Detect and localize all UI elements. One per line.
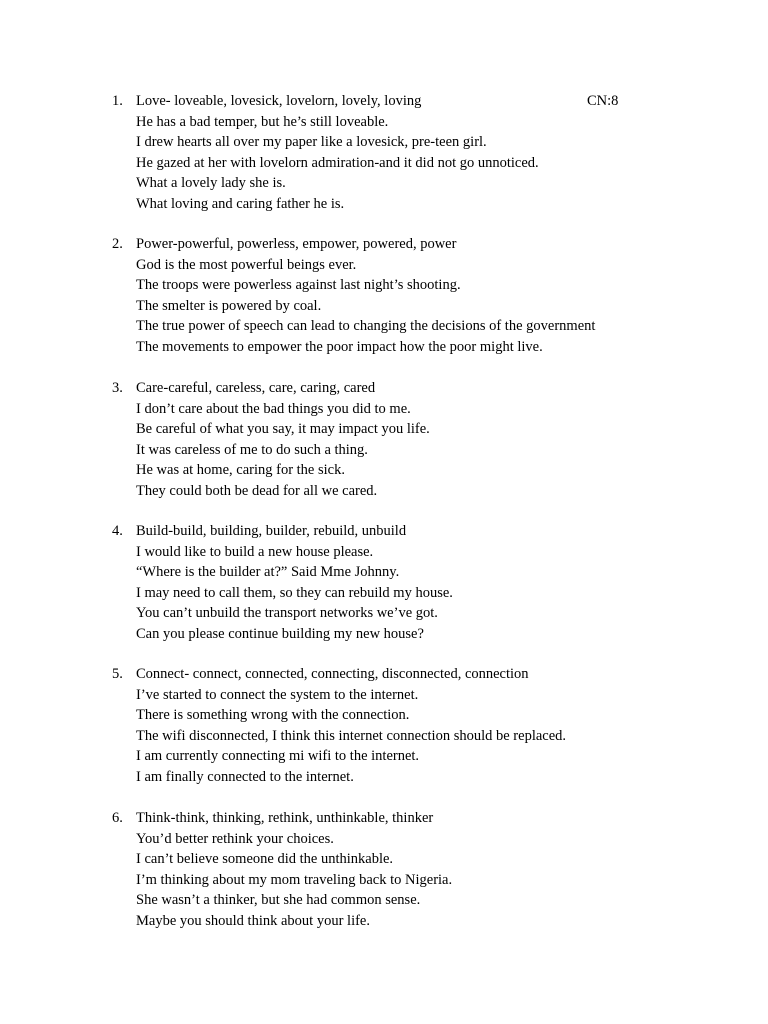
entry-number: 1.: [112, 93, 123, 109]
entry-lines: [136, 808, 676, 931]
example-sentence: I drew hearts all over my paper like a lovesick, pre-teen girl.: [136, 134, 487, 150]
example-sentence: Be careful of what you say, it may impact you life.: [136, 421, 430, 437]
entry-lines: [136, 521, 676, 644]
entry-number: 6.: [112, 810, 123, 826]
example-sentence: Can you please continue building my new house?: [136, 625, 424, 642]
example-sentence: God is the most powerful beings ever.: [136, 256, 357, 273]
entry-lines: [136, 378, 676, 501]
entry-lines: [136, 234, 676, 357]
example-sentence: You’d better rethink your choices.: [136, 830, 334, 847]
word-family-heading: Love- loveable, lovesick, lovelorn, lovely, loving: [136, 93, 422, 109]
entry-lines: [136, 664, 676, 787]
example-sentence: “Where is the builder at?” Said Mme Johnny.: [136, 564, 400, 580]
example-sentence: The wifi disconnected, I think this internet connection should be replaced.: [136, 727, 567, 744]
example-sentence: Maybe you should think about your life.: [136, 912, 370, 929]
example-sentence: I can’t believe someone did the unthinkable.: [136, 851, 394, 867]
example-sentence: They could both be dead for all we cared.: [136, 482, 378, 499]
word-family-heading: Build-build, building, builder, rebuild, unbuild: [136, 523, 407, 539]
example-sentence: The movements to empower the poor impact how the poor might live.: [136, 338, 543, 355]
entry-number: 4.: [112, 523, 123, 539]
example-sentence: I don’t care about the bad things you did to me.: [136, 400, 411, 417]
example-sentence: The true power of speech can lead to changing the decisions of the government: [136, 318, 596, 334]
example-sentence: He was at home, caring for the sick.: [136, 462, 345, 478]
example-sentence: What a lovely lady she is.: [136, 175, 286, 191]
example-sentence: He has a bad temper, but he’s still loveable.: [136, 113, 389, 130]
entry-number: 3.: [112, 380, 123, 396]
class-number-label: CN:8: [587, 93, 619, 109]
example-sentence: It was careless of me to do such a thing.: [136, 441, 368, 458]
example-sentence: He gazed at her with lovelorn admiration-and it did not go unnoticed.: [136, 154, 539, 171]
example-sentence: The troops were powerless against last night’s shooting.: [136, 277, 461, 293]
entry-lines: [136, 91, 676, 214]
example-sentence: I would like to build a new house please.: [136, 543, 374, 560]
example-sentence: She wasn’t a thinker, but she had common sense.: [136, 892, 421, 908]
example-sentence: I’m thinking about my mom traveling back to Nigeria.: [136, 871, 453, 888]
example-sentence: What loving and caring father he is.: [136, 195, 345, 212]
example-sentence: I am currently connecting mi wifi to the internet.: [136, 748, 420, 764]
word-family-heading: Power-powerful, powerless, empower, powered, power: [136, 236, 457, 252]
word-family-heading: Care-careful, careless, care, caring, cared: [136, 380, 376, 396]
example-sentence: I may need to call them, so they can rebuild my house.: [136, 584, 453, 601]
word-family-heading: Connect- connect, connected, connecting, disconnected, connection: [136, 666, 529, 682]
example-sentence: I’ve started to connect the system to the internet.: [136, 686, 419, 703]
example-sentence: The smelter is powered by coal.: [136, 297, 322, 314]
example-sentence: You can’t unbuild the transport networks we’ve got.: [136, 605, 438, 621]
example-sentence: I am finally connected to the internet.: [136, 768, 354, 785]
word-family-heading: Think-think, thinking, rethink, unthinkable, thinker: [136, 810, 434, 826]
entry-number: 2.: [112, 236, 123, 252]
entry-number: 5.: [112, 666, 123, 682]
example-sentence: There is something wrong with the connection.: [136, 707, 410, 723]
